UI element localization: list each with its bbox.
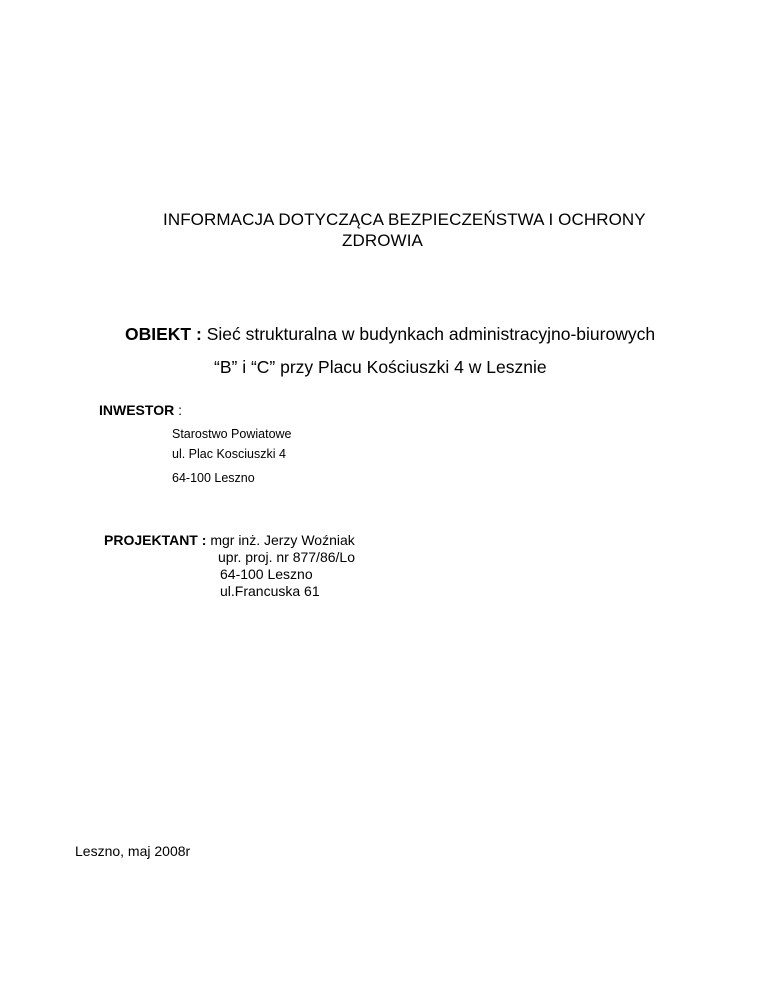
inwestor-label: INWESTOR — [99, 402, 175, 418]
inwestor-address: ul. Plac Kosciuszki 4 — [172, 447, 286, 461]
projektant-label: PROJEKTANT : — [104, 532, 207, 548]
projektant-name: mgr inż. Jerzy Woźniak — [210, 532, 355, 548]
document-title-line-2: ZDROWIA — [342, 231, 423, 250]
projektant-city: 64-100 Leszno — [220, 566, 313, 582]
document-title-line-1: INFORMACJA DOTYCZĄCA BEZPIECZEŃSTWA I OCHRONY — [163, 210, 646, 229]
place-and-date: Leszno, maj 2008r — [75, 843, 191, 859]
projektant-heading — [104, 532, 355, 549]
obiekt-description: Sieć strukturalna w budynkach administracyjno-biurowych — [206, 324, 656, 344]
inwestor-name: Starostwo Powiatowe — [172, 427, 292, 441]
inwestor-city: 64-100 Leszno — [172, 471, 255, 485]
obiekt-line-1 — [125, 323, 655, 345]
projektant-street: ul.Francuska 61 — [220, 583, 320, 599]
obiekt-line-2: “B” i “C” przy Placu Kościuszki 4 w Lesznie — [214, 357, 547, 377]
inwestor-separator: : — [178, 402, 182, 418]
obiekt-label: OBIEKT : — [125, 324, 202, 344]
inwestor-heading — [99, 401, 182, 419]
projektant-license: upr. proj. nr 877/86/Lo — [218, 549, 355, 565]
